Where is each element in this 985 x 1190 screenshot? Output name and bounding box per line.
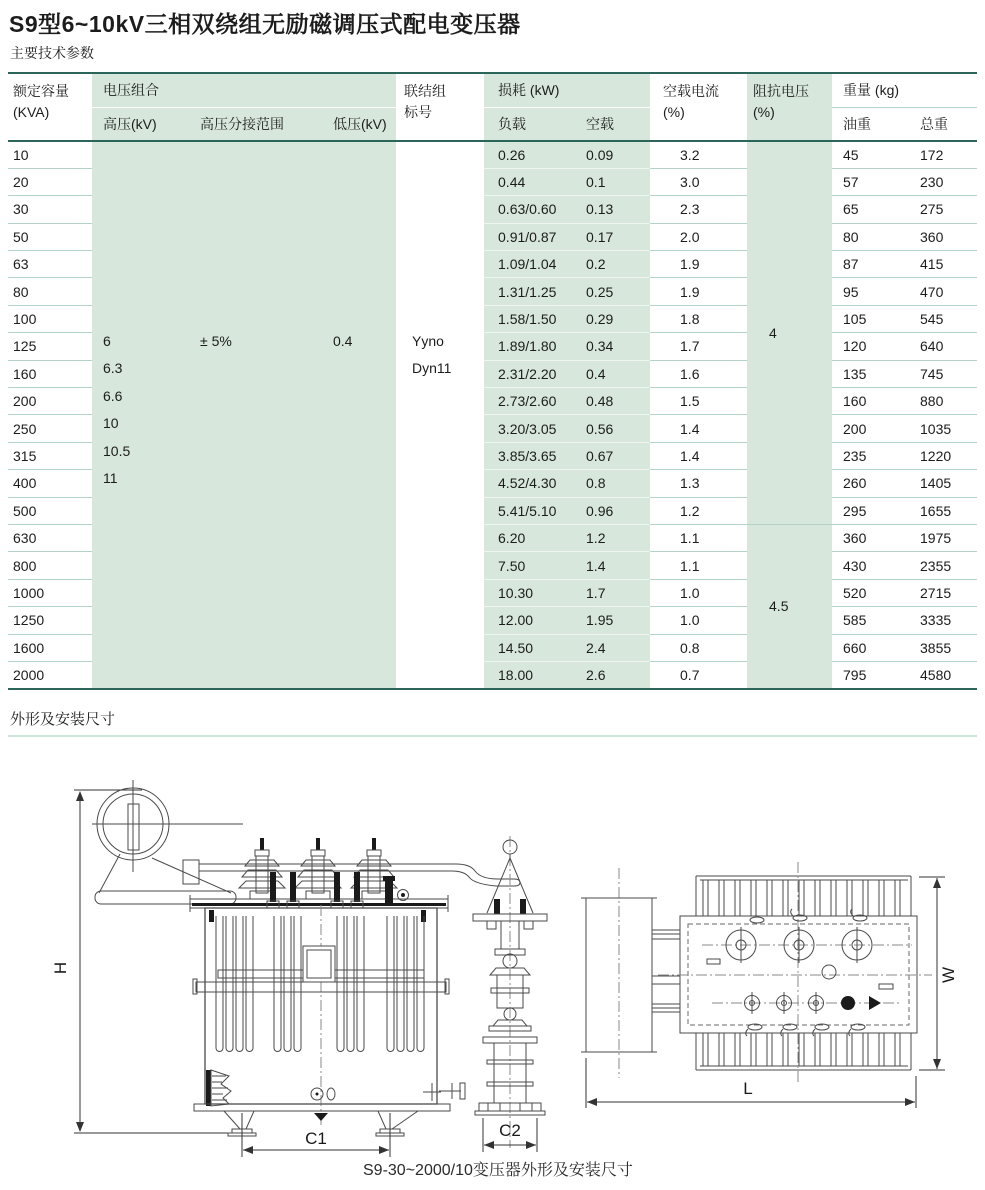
cell-kva: 160 [8,360,92,387]
cell-total-weight: 545 [905,305,977,332]
cell-load-loss: 0.44 [484,168,578,195]
cell-total-weight: 172 [905,141,977,168]
cell-kva: 1250 [8,607,92,634]
page-title: S9型6~10kV三相双绕组无励磁调压式配电变压器 [9,11,521,37]
col-header-connection-group [396,73,484,141]
col-header-total-weight: 总重 [905,107,977,141]
cell-kva: 30 [8,196,92,223]
header-row-2 [8,107,977,141]
cell-total-weight: 1655 [905,497,977,524]
header-line: 额定容量 [13,83,69,99]
cell-connection-group: Yyno Dyn11 [396,141,484,689]
cell-load-loss: 1.89/1.80 [484,333,578,360]
table-body [8,141,977,689]
cell-oil-weight: 105 [832,305,905,332]
cell-total-weight: 3335 [905,607,977,634]
cell-noload-loss: 0.96 [578,497,650,524]
cell-noload-loss: 1.95 [578,607,650,634]
cell-noload-current: 1.2 [650,497,747,524]
cell-kva: 800 [8,552,92,579]
col-header-impedance [747,73,832,141]
cell-noload-current: 3.2 [650,141,747,168]
cell-oil-weight: 430 [832,552,905,579]
cell-kva: 80 [8,278,92,305]
cell-noload-current: 1.7 [650,333,747,360]
cell-kva: 20 [8,168,92,195]
col-header-loss: 损耗 (kW) [484,73,650,107]
cell-noload-loss: 0.34 [578,333,650,360]
cell-oil-weight: 200 [832,415,905,442]
outline-drawing [0,748,985,1160]
front-view [51,780,520,1157]
cell-total-weight: 1035 [905,415,977,442]
cell-noload-current: 2.0 [650,223,747,250]
header-line: (%) [753,104,775,120]
cell-load-loss: 2.31/2.20 [484,360,578,387]
col-header-weight: 重量 (kg) [832,73,977,107]
cell-noload-loss: 0.8 [578,470,650,497]
cell-load-loss: 2.73/2.60 [484,388,578,415]
cell-oil-weight: 80 [832,223,905,250]
header-row-1 [8,73,977,107]
cell-kva: 500 [8,497,92,524]
cooling-tubes [216,916,424,1052]
dim-label-w: W [939,966,958,984]
radiator-fins-top [703,880,900,916]
header-line: (%) [663,104,685,120]
cell-total-weight: 4580 [905,661,977,688]
cell-oil-weight: 520 [832,579,905,606]
cell-oil-weight: 235 [832,442,905,469]
cell-noload-loss: 2.6 [578,661,650,688]
section-heading-dimensions: 外形及安装尺寸 [10,711,116,728]
cell-kva: 10 [8,141,92,168]
col-header-noload-loss: 空载 [578,107,650,141]
table-header [8,73,977,141]
cell-noload-current: 1.3 [650,470,747,497]
cell-noload-loss: 1.7 [578,579,650,606]
section-heading-parameters: 主要技术参数 [10,45,94,61]
col-header-voltage-combo: 电压组合 [92,73,396,107]
cell-noload-current: 1.4 [650,442,747,469]
header-line: 联结组 [404,83,447,99]
col-header-hv: 高压(kV) [92,107,180,141]
header-line: 标号 [404,104,433,120]
header-line: 阻抗电压 [753,83,810,99]
cell-kva: 1600 [8,634,92,661]
cell-load-loss: 0.63/0.60 [484,196,578,223]
cell-impedance: 4 [747,141,832,524]
lv-bushings [267,872,409,908]
cell-oil-weight: 120 [832,333,905,360]
cell-load-loss: 0.26 [484,141,578,168]
cell-noload-current: 3.0 [650,168,747,195]
cell-load-loss: 4.52/4.30 [484,470,578,497]
cell-total-weight: 1220 [905,442,977,469]
cell-noload-loss: 0.2 [578,251,650,278]
cell-noload-loss: 0.4 [578,360,650,387]
cell-noload-loss: 2.4 [578,634,650,661]
cell-noload-current: 2.3 [650,196,747,223]
cell-noload-current: 1.4 [650,415,747,442]
cell-load-loss: 14.50 [484,634,578,661]
header-line: (KVA) [13,104,50,120]
cell-tap-range: ± 5% [180,141,325,689]
cell-oil-weight: 57 [832,168,905,195]
drawing-caption: S9-30~2000/10变压器外形及安装尺寸 [363,1162,633,1179]
cell-load-loss: 1.58/1.50 [484,305,578,332]
cell-oil-weight: 95 [832,278,905,305]
cell-kva: 1000 [8,579,92,606]
cell-total-weight: 2715 [905,579,977,606]
cell-total-weight: 640 [905,333,977,360]
cell-total-weight: 1975 [905,524,977,551]
cell-total-weight: 415 [905,251,977,278]
cell-noload-loss: 0.1 [578,168,650,195]
col-header-tap-range: 高压分接范围 [180,107,325,141]
cell-oil-weight: 160 [832,388,905,415]
cell-load-loss: 1.09/1.04 [484,251,578,278]
top-view [581,862,958,1108]
cell-lv-voltage: 0.4 [325,141,396,689]
cell-noload-current: 1.0 [650,607,747,634]
cell-oil-weight: 660 [832,634,905,661]
cell-noload-current: 0.8 [650,634,747,661]
cell-noload-loss: 0.13 [578,196,650,223]
spec-table [8,72,977,690]
cell-impedance: 4.5 [747,524,832,688]
cell-oil-weight: 135 [832,360,905,387]
cell-total-weight: 230 [905,168,977,195]
cell-noload-loss: 0.67 [578,442,650,469]
cell-total-weight: 880 [905,388,977,415]
cell-noload-loss: 1.4 [578,552,650,579]
cell-noload-loss: 0.48 [578,388,650,415]
cell-noload-loss: 0.56 [578,415,650,442]
cell-total-weight: 360 [905,223,977,250]
cell-total-weight: 470 [905,278,977,305]
cell-oil-weight: 260 [832,470,905,497]
dim-label-l: L [743,1079,753,1098]
col-header-lv: 低压(kV) [325,107,396,141]
cell-total-weight: 275 [905,196,977,223]
cell-hv-voltages: 6 6.3 6.6 10 10.5 11 [92,141,180,689]
cell-noload-current: 1.5 [650,388,747,415]
table-row [8,141,977,168]
col-header-rated-capacity [8,73,92,141]
cell-load-loss: 1.31/1.25 [484,278,578,305]
cell-noload-current: 1.8 [650,305,747,332]
cell-kva: 125 [8,333,92,360]
cell-load-loss: 6.20 [484,524,578,551]
header-line: 空载电流 [663,83,720,99]
cell-kva: 400 [8,470,92,497]
cell-noload-current: 1.1 [650,524,747,551]
cell-total-weight: 1405 [905,470,977,497]
cell-load-loss: 10.30 [484,579,578,606]
cell-noload-loss: 0.09 [578,141,650,168]
dim-label-h: H [51,961,70,975]
cell-noload-loss: 0.29 [578,305,650,332]
cell-noload-current: 1.0 [650,579,747,606]
dim-label-c1: C1 [305,1129,327,1148]
cell-load-loss: 18.00 [484,661,578,688]
col-header-oil-weight: 油重 [832,107,905,141]
cell-total-weight: 2355 [905,552,977,579]
cell-oil-weight: 795 [832,661,905,688]
cell-noload-current: 1.6 [650,360,747,387]
cell-total-weight: 3855 [905,634,977,661]
cell-oil-weight: 65 [832,196,905,223]
radiator-fins-bottom [703,1033,900,1066]
cell-noload-loss: 0.25 [578,278,650,305]
cell-kva: 250 [8,415,92,442]
cell-noload-current: 1.9 [650,251,747,278]
cell-load-loss: 12.00 [484,607,578,634]
cell-total-weight: 745 [905,360,977,387]
cell-noload-loss: 1.2 [578,524,650,551]
side-view [473,836,547,1152]
cell-oil-weight: 585 [832,607,905,634]
cell-load-loss: 7.50 [484,552,578,579]
col-header-load-loss: 负载 [484,107,578,141]
cell-noload-current: 0.7 [650,661,747,688]
spec-table-wrap [8,72,977,690]
cell-noload-current: 1.1 [650,552,747,579]
cell-load-loss: 5.41/5.10 [484,497,578,524]
cell-load-loss: 0.91/0.87 [484,223,578,250]
hv-bushings [239,838,397,899]
cell-kva: 315 [8,442,92,469]
cell-load-loss: 3.85/3.65 [484,442,578,469]
cell-oil-weight: 295 [832,497,905,524]
section-divider [8,735,977,737]
cell-kva: 100 [8,305,92,332]
cell-load-loss: 3.20/3.05 [484,415,578,442]
cell-noload-current: 1.9 [650,278,747,305]
cell-oil-weight: 45 [832,141,905,168]
cell-kva: 200 [8,388,92,415]
cell-oil-weight: 360 [832,524,905,551]
cell-kva: 50 [8,223,92,250]
col-header-noload-current [650,73,747,141]
cell-kva: 630 [8,524,92,551]
cell-kva: 63 [8,251,92,278]
dim-label-c2: C2 [499,1121,521,1140]
cell-kva: 2000 [8,661,92,688]
cell-oil-weight: 87 [832,251,905,278]
cell-noload-loss: 0.17 [578,223,650,250]
